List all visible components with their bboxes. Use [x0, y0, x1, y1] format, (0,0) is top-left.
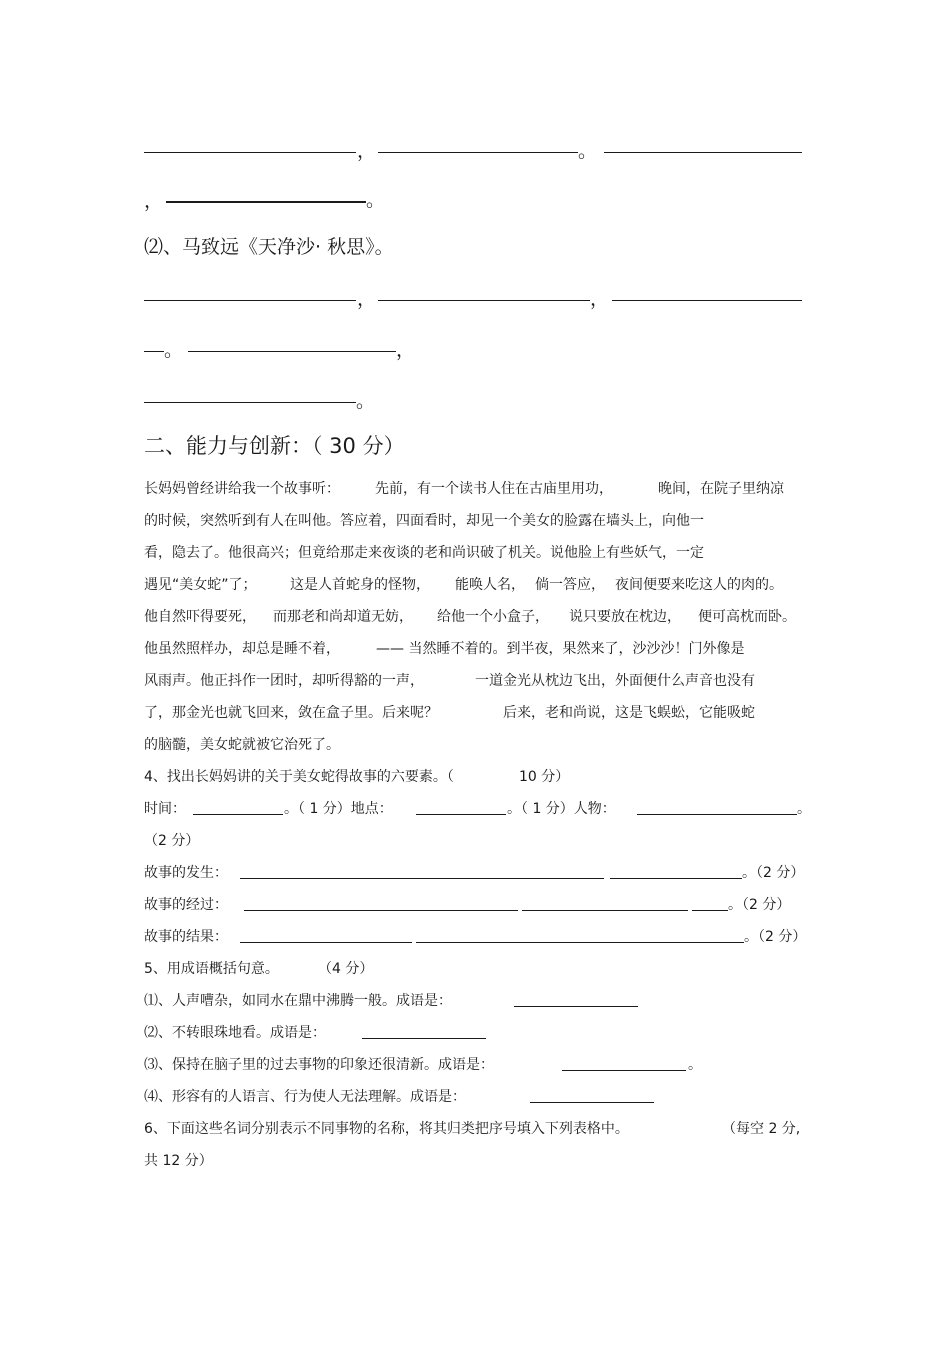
q4-start-label: 故事的发生： — [144, 865, 228, 881]
q5-item-2: ⑵、不转眼珠地看。成语是： — [144, 1025, 326, 1041]
story-text: 的时候，突然听到有人在叫他。答应着，四面看时，却见一个美女的脸露在墙头上，向他一 — [144, 513, 704, 529]
poem1-blank-1[interactable] — [144, 152, 356, 153]
section2-title: 二、能力与创新：（ 30 分） — [144, 434, 405, 458]
q5-title: 5、用成语概括句意。 — [144, 961, 279, 977]
poem2-blank-4[interactable] — [144, 351, 164, 352]
story-text: 长妈妈曾经讲给我一个故事听： — [144, 481, 340, 497]
q5-blank-4[interactable] — [530, 1102, 654, 1103]
story-text: 给他一个小盒子， — [437, 609, 549, 625]
q5-blank-3[interactable] — [562, 1070, 686, 1071]
story-text: 便可高枕而卧。 — [698, 609, 796, 625]
q4-result-blank-1[interactable] — [240, 942, 412, 943]
poem2-blank-3[interactable] — [612, 300, 802, 301]
q5-blank-2[interactable] — [362, 1038, 486, 1039]
poem1-sep-4: 。 — [366, 189, 386, 211]
story-text: 风雨声。他正抖作一团时，却听得豁的一声， — [144, 673, 424, 689]
poem2-sep-1: ， — [357, 288, 377, 310]
story-text: 倘一答应， — [535, 577, 605, 593]
story-text: 而那老和尚却道无妨， — [273, 609, 413, 625]
poem2-sep-3: 。 — [164, 339, 184, 361]
poem2-sep-4: ， — [396, 339, 416, 361]
q4-process-label: 故事的经过： — [144, 897, 228, 913]
q4-start-blank-2[interactable] — [610, 878, 742, 879]
q4-place-score: 。（ 1 分）人物： — [507, 801, 616, 817]
q4-start-end: 。（2 分） — [742, 865, 805, 881]
q4-process-end: 。（2 分） — [728, 897, 791, 913]
poem1-sep-3: ， — [144, 190, 164, 212]
q5-item-3-end: 。 — [688, 1057, 702, 1073]
q4-time-label: 时间： — [144, 801, 186, 817]
story-text: —— 当然睡不着的。到半夜，果然来了，沙沙沙！门外像是 — [376, 641, 745, 657]
poem2-blank-2[interactable] — [378, 300, 590, 301]
q4-result-label: 故事的结果： — [144, 929, 228, 945]
story-text: 遇见“美女蛇”了； — [144, 577, 257, 593]
poem2-sep-2: ， — [590, 288, 610, 310]
story-text: 一道金光从枕边飞出，外面便什么声音也没有 — [475, 673, 755, 689]
q4-process-blank-1[interactable] — [244, 910, 518, 911]
poem1-blank-4[interactable] — [166, 201, 366, 203]
q5-item-4: ⑷、形容有的人语言、行为使人无法理解。成语是： — [144, 1089, 466, 1105]
q4-process-blank-3[interactable] — [692, 910, 728, 911]
story-text: 他虽然照样办，却总是睡不着， — [144, 641, 340, 657]
poem2-blank-1[interactable] — [144, 300, 356, 301]
q4-process-blank-2[interactable] — [522, 910, 688, 911]
story-text: 后来，老和尚说，这是飞蜈蚣，它能吸蛇 — [503, 705, 755, 721]
q4-place-blank[interactable] — [416, 814, 506, 815]
q4-time-score: 。（ 1 分）地点： — [284, 801, 393, 817]
q4-result-blank-2[interactable] — [416, 942, 744, 943]
q4-start-blank-1[interactable] — [240, 878, 604, 879]
q4-person-end: 。 — [797, 801, 811, 817]
story-text: 夜间便要来吃这人的肉的。 — [615, 577, 783, 593]
q6-score-2: 共 12 分） — [144, 1153, 213, 1169]
q5-item-3: ⑶、保持在脑子里的过去事物的印象还很清新。成语是： — [144, 1057, 494, 1073]
poem1-blank-2[interactable] — [378, 152, 578, 153]
story-text: 了，那金光也就飞回来，敛在盒子里。后来呢？ — [144, 705, 438, 721]
poem2-title: ⑵、马致远《天净沙· 秋思》。 — [144, 236, 394, 258]
poem1-sep-2: 。 — [578, 140, 598, 162]
q6-title: 6、下面这些名词分别表示不同事物的名称，将其归类把序号填入下列表格中。 — [144, 1121, 629, 1137]
q5-score: （4 分） — [318, 961, 374, 977]
story-text: 先前，有一个读书人住在古庙里用功， — [375, 481, 613, 497]
q4-score: 10 分） — [519, 769, 570, 785]
poem1-blank-3[interactable] — [604, 152, 802, 153]
q4-title: 4、找出长妈妈讲的关于美女蛇得故事的六要素。（ — [144, 769, 454, 785]
poem1-sep-1: ， — [357, 140, 377, 162]
q4-person-blank[interactable] — [637, 814, 797, 815]
story-text: 看，隐去了。他很高兴；但竟给那走来夜谈的老和尚识破了机关。说他脸上有些妖气，一定 — [144, 545, 704, 561]
q5-item-1: ⑴、人声嘈杂，如同水在鼎中沸腾一般。成语是： — [144, 993, 452, 1009]
story-text: 晚间，在院子里纳凉 — [658, 481, 784, 497]
q4-result-end: 。（2 分） — [744, 929, 807, 945]
poem2-blank-5[interactable] — [188, 351, 396, 352]
q4-time-blank[interactable] — [193, 814, 283, 815]
poem2-sep-5: 。 — [356, 390, 376, 412]
q6-score: （每空 2 分, — [722, 1121, 801, 1137]
q5-blank-1[interactable] — [514, 1006, 638, 1007]
story-text: 的脑髓，美女蛇就被它治死了。 — [144, 737, 340, 753]
q4-person-score: （2 分） — [144, 833, 200, 849]
story-text: 能唤人名， — [455, 577, 525, 593]
story-text: 这是人首蛇身的怪物， — [290, 577, 430, 593]
story-text: 他自然吓得要死， — [144, 609, 256, 625]
story-text: 说只要放在枕边， — [569, 609, 681, 625]
poem2-blank-6[interactable] — [144, 402, 356, 403]
